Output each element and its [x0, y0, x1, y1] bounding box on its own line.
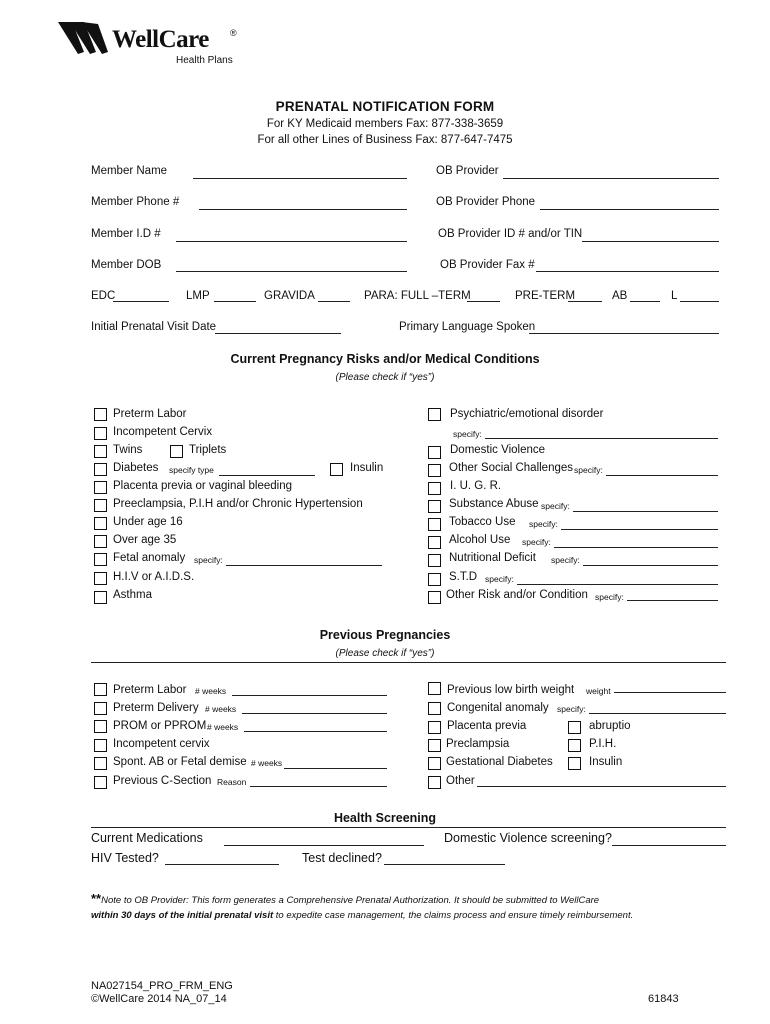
placenta-previa-checkbox[interactable]: [94, 481, 107, 494]
ob-provider-label: OB Provider: [436, 165, 499, 177]
weight-label: weight: [586, 686, 611, 696]
nutrition-checkbox[interactable]: [428, 554, 441, 567]
abruptio-label: abruptio: [589, 720, 631, 732]
low-birth-weight-label: Previous low birth weight: [447, 684, 575, 696]
logo-subtitle: Health Plans: [176, 55, 233, 66]
ob-provider-field[interactable]: [503, 178, 719, 179]
c-section-checkbox[interactable]: [94, 776, 107, 789]
prev-preterm-delivery-label: Preterm Delivery: [113, 702, 199, 714]
substance-abuse-checkbox[interactable]: [428, 500, 441, 513]
note-text-1: Note to OB Provider: This form generates a Comprehensive Prenatal Authorization. It should be submitted to WellCare: [101, 895, 600, 906]
prev-placenta-previa-checkbox[interactable]: [428, 721, 441, 734]
tobacco-specify-label: specify:: [529, 519, 558, 529]
preterm-labor-label: Preterm Labor: [113, 408, 187, 420]
prev-placenta-previa-label: Placenta previa: [447, 720, 527, 732]
ob-phone-label: OB Provider Phone: [436, 196, 536, 208]
ob-id-label: OB Provider ID # and/or TIN: [438, 228, 583, 240]
alcohol-field[interactable]: [554, 547, 718, 548]
form-code: NA027154_PRO_FRM_ENG: [91, 980, 233, 992]
form-title: PRENATAL NOTIFICATION FORM: [275, 99, 495, 114]
test-declined-label: Test declined?: [302, 851, 382, 865]
prev-other-checkbox[interactable]: [428, 776, 441, 789]
test-declined-field[interactable]: [384, 864, 505, 865]
other-risk-specify-label: specify:: [595, 592, 624, 602]
diabetes-specify-label: specify type: [169, 465, 214, 475]
medications-field[interactable]: [224, 845, 424, 846]
std-specify-label: specify:: [485, 574, 514, 584]
hiv-aids-checkbox[interactable]: [94, 572, 107, 585]
fetal-anomaly-field[interactable]: [226, 565, 382, 566]
tobacco-checkbox[interactable]: [428, 518, 441, 531]
language-label: Primary Language Spoken: [399, 321, 536, 333]
l-label: L: [671, 290, 678, 302]
gestational-diabetes-label: Gestational Diabetes: [446, 756, 553, 768]
member-id-field[interactable]: [176, 241, 407, 242]
hiv-tested-label: HIV Tested?: [91, 851, 159, 865]
prev-preclampsia-checkbox[interactable]: [428, 739, 441, 752]
prev-other-field[interactable]: [477, 786, 726, 787]
diabetes-label: Diabetes: [113, 462, 159, 474]
prev-other-label: Other: [446, 775, 475, 787]
other-risk-label: Other Risk and/or Condition: [446, 589, 588, 601]
triplets-label: Triplets: [189, 444, 227, 456]
domestic-violence-label: Domestic Violence: [450, 444, 546, 456]
prev-preclampsia-label: Preclampsia: [446, 738, 510, 750]
note-stars: **: [91, 891, 102, 906]
std-field[interactable]: [517, 584, 718, 585]
prev-preterm-labor-checkbox[interactable]: [94, 683, 107, 696]
psych-field[interactable]: [485, 438, 718, 439]
c-section-reason-label: Reason: [217, 777, 247, 787]
over-35-checkbox[interactable]: [94, 535, 107, 548]
lmp-field[interactable]: [214, 301, 256, 302]
congenital-specify-label: specify:: [557, 704, 586, 714]
risks-note: (Please check if “yes”): [335, 372, 435, 383]
ob-fax-label: OB Provider Fax #: [440, 259, 535, 271]
copyright: ©WellCare 2014 NA_07_14: [91, 993, 227, 1005]
pre-term-field[interactable]: [568, 301, 602, 302]
ob-phone-field[interactable]: [540, 209, 719, 210]
other-risk-checkbox[interactable]: [428, 591, 441, 604]
nutrition-label: Nutritional Deficit: [449, 552, 536, 564]
ab-field[interactable]: [630, 301, 660, 302]
tobacco-label: Tobacco Use: [449, 516, 516, 528]
para-label: PARA: FULL –TERM: [364, 290, 471, 302]
twins-checkbox[interactable]: [94, 445, 107, 458]
medications-label: Current Medications: [91, 831, 203, 845]
psych-checkbox[interactable]: [428, 408, 441, 421]
dv-screening-label: Domestic Violence screening?: [444, 831, 612, 845]
gestational-diabetes-checkbox[interactable]: [428, 757, 441, 770]
prom-weeks-field[interactable]: [244, 731, 387, 732]
substance-specify-label: specify:: [541, 501, 570, 511]
spont-ab-label: Spont. AB or Fetal demise: [113, 756, 247, 768]
provider-note-line1: [91, 891, 599, 906]
diabetes-type-field[interactable]: [219, 475, 315, 476]
c-section-label: Previous C-Section: [113, 775, 212, 787]
initial-visit-label: Initial Prenatal Visit Date: [91, 321, 217, 333]
congenital-anomaly-field[interactable]: [589, 713, 726, 714]
spont-ab-checkbox[interactable]: [94, 757, 107, 770]
social-challenges-checkbox[interactable]: [428, 464, 441, 477]
social-challenges-label: Other Social Challenges: [449, 462, 574, 474]
prev-preterm-labor-weeks-field[interactable]: [232, 695, 387, 696]
alcohol-checkbox[interactable]: [428, 536, 441, 549]
hiv-tested-field[interactable]: [165, 864, 279, 865]
social-challenges-field[interactable]: [606, 475, 718, 476]
asthma-label: Asthma: [113, 589, 152, 601]
diabetes-checkbox[interactable]: [94, 463, 107, 476]
substance-abuse-label: Substance Abuse: [449, 498, 539, 510]
other-risk-field[interactable]: [627, 600, 718, 601]
prom-label: PROM or PPROM: [113, 720, 207, 732]
incompetent-cervix-checkbox[interactable]: [94, 427, 107, 440]
edc-field[interactable]: [113, 301, 169, 302]
std-label: S.T.D: [449, 571, 478, 583]
twins-label: Twins: [113, 444, 143, 456]
prev-incompetent-cervix-label: Incompetent cervix: [113, 738, 210, 750]
ab-label: AB: [612, 290, 628, 302]
social-specify-label: specify:: [574, 465, 603, 475]
abruptio-checkbox[interactable]: [568, 721, 581, 734]
prev-preterm-delivery-weeks-field[interactable]: [242, 713, 387, 714]
fetal-anomaly-checkbox[interactable]: [94, 553, 107, 566]
risks-heading: Current Pregnancy Risks and/or Medical Conditions: [230, 352, 540, 366]
lmp-label: LMP: [186, 290, 210, 302]
nutrition-field[interactable]: [583, 565, 718, 566]
fax-other: For all other Lines of Business Fax: 877-647-7475: [257, 134, 513, 146]
provider-note-line2: [91, 910, 633, 921]
spont-ab-weeks-label: # weeks: [251, 758, 283, 768]
screening-divider: [91, 827, 726, 828]
pih-checkbox[interactable]: [568, 739, 581, 752]
c-section-reason-field[interactable]: [250, 786, 387, 787]
nutrition-specify-label: specify:: [551, 555, 580, 565]
note-bold: within 30 days of the initial prenatal visit: [91, 910, 274, 921]
fax-ky: For KY Medicaid members Fax: 877-338-3659: [266, 118, 504, 130]
alcohol-specify-label: specify:: [522, 537, 551, 547]
prev-preterm-labor-weeks-label: # weeks: [195, 686, 227, 696]
prev-preterm-delivery-weeks-label: # weeks: [205, 704, 237, 714]
member-phone-field[interactable]: [199, 209, 407, 210]
hiv-aids-label: H.I.V or A.I.D.S.: [113, 571, 195, 583]
domestic-violence-checkbox[interactable]: [428, 446, 441, 459]
asthma-checkbox[interactable]: [94, 591, 107, 604]
std-checkbox[interactable]: [428, 573, 441, 586]
screening-heading: Health Screening: [333, 811, 437, 825]
placenta-previa-label: Placenta previa or vaginal bleeding: [113, 480, 293, 492]
logo-brand: WellCare: [112, 26, 209, 53]
congenital-anomaly-label: Congenital anomaly: [447, 702, 549, 714]
prev-preterm-delivery-checkbox[interactable]: [94, 702, 107, 715]
substance-abuse-field[interactable]: [573, 511, 718, 512]
alcohol-label: Alcohol Use: [449, 534, 511, 546]
triplets-checkbox[interactable]: [170, 445, 183, 458]
previous-heading: Previous Pregnancies: [319, 628, 451, 642]
over-35-label: Over age 35: [113, 534, 177, 546]
prev-insulin-label: Insulin: [589, 756, 623, 768]
member-name-field[interactable]: [193, 178, 407, 179]
edc-label: EDC: [91, 290, 116, 302]
logo-mark-icon: [58, 22, 120, 56]
low-birth-weight-checkbox[interactable]: [428, 682, 441, 695]
tobacco-field[interactable]: [561, 529, 718, 530]
dv-screening-field[interactable]: [612, 845, 726, 846]
iugr-checkbox[interactable]: [428, 482, 441, 495]
pre-term-label: PRE-TERM: [515, 290, 576, 302]
gravida-field[interactable]: [318, 301, 350, 302]
ob-fax-field[interactable]: [536, 271, 719, 272]
prom-checkbox[interactable]: [94, 720, 107, 733]
psych-label: Psychiatric/emotional disorder: [450, 408, 604, 420]
ob-id-field[interactable]: [582, 241, 719, 242]
prev-insulin-checkbox[interactable]: [568, 757, 581, 770]
prev-incompetent-cervix-checkbox[interactable]: [94, 739, 107, 752]
member-dob-label: Member DOB: [91, 259, 162, 271]
under-16-checkbox[interactable]: [94, 517, 107, 530]
previous-divider: [91, 662, 726, 663]
member-dob-field[interactable]: [176, 271, 407, 272]
language-field[interactable]: [529, 333, 719, 334]
incompetent-cervix-label: Incompetent Cervix: [113, 426, 213, 438]
form-number: 61843: [648, 993, 679, 1005]
initial-visit-field[interactable]: [215, 333, 341, 334]
psych-specify-label: specify:: [453, 429, 482, 439]
weight-field[interactable]: [614, 692, 726, 693]
under-16-label: Under age 16: [113, 516, 183, 528]
preterm-labor-checkbox[interactable]: [94, 408, 107, 421]
l-field[interactable]: [680, 301, 719, 302]
prev-preterm-labor-label: Preterm Labor: [113, 684, 187, 696]
full-term-field[interactable]: [467, 301, 500, 302]
pih-label: P.I.H.: [589, 738, 617, 750]
gravida-label: GRAVIDA: [264, 290, 315, 302]
member-id-label: Member I.D #: [91, 228, 161, 240]
fetal-specify-label: specify:: [194, 555, 223, 565]
fetal-anomaly-label: Fetal anomaly: [113, 552, 186, 564]
previous-note: (Please check if “yes”): [335, 648, 435, 659]
insulin-label: Insulin: [350, 462, 384, 474]
note-text-2: to expedite case management, the claims process and ensure timely reimbursement.: [273, 910, 634, 921]
member-name-label: Member Name: [91, 165, 168, 177]
spont-ab-weeks-field[interactable]: [284, 768, 387, 769]
member-phone-label: Member Phone #: [91, 196, 180, 208]
preeclampsia-label: Preeclampsia, P.I.H and/or Chronic Hypertension: [113, 498, 363, 510]
congenital-anomaly-checkbox[interactable]: [428, 702, 441, 715]
preeclampsia-checkbox[interactable]: [94, 499, 107, 512]
iugr-label: I. U. G. R.: [450, 480, 502, 492]
prom-weeks-label: # weeks: [207, 722, 239, 732]
insulin-checkbox[interactable]: [330, 463, 343, 476]
logo-registered: ®: [230, 28, 237, 38]
